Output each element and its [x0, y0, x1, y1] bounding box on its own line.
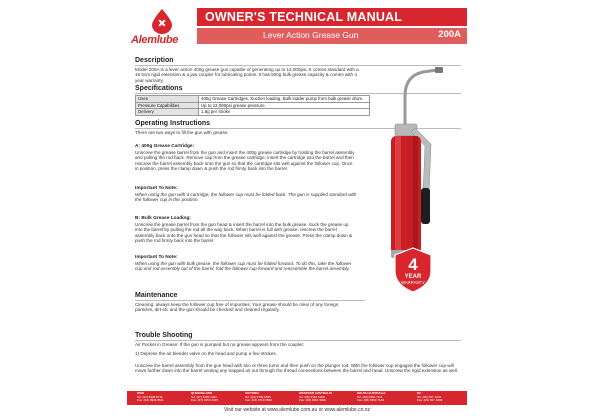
- divider: [135, 300, 365, 301]
- office-western-australia: [299, 392, 332, 403]
- subtitle-bar: [197, 28, 467, 44]
- office-fax: Fax: (08) 9361 5900: [299, 398, 327, 403]
- section-b-note-heading: Important To Note:: [135, 255, 178, 260]
- table-row: [136, 102, 370, 109]
- title-bar: [197, 8, 467, 26]
- office-south-australia: [357, 392, 386, 403]
- troubleshooting-heading: Trouble Shooting: [135, 332, 193, 339]
- office-tel: Tel: (02) 9938 8711: [137, 394, 163, 399]
- spec-label: Uses: [136, 96, 199, 103]
- model-number: 200A: [438, 29, 461, 40]
- office-tel: Tel: (08) 8350 7111: [357, 394, 383, 399]
- maintenance-heading: Maintenance: [135, 292, 178, 299]
- troubleshooting-step2: Unscrew the barrel assembly from the gun head with two or three turns and then push on the plunger rod. With the follower cup engaged the follower cup will move further down into the barrel venting any trapped air out through the thread connections between the barrel and head. Unscrew the rigid extension as well.: [135, 363, 459, 374]
- office-tel: Tel: (08) 9361 5200: [299, 394, 325, 399]
- office-queensland: [191, 392, 218, 403]
- section-b-heading: B: Bulk Grease Loading:: [135, 216, 191, 221]
- operating-heading: Operating Instructions: [135, 120, 211, 127]
- office-victoria: [245, 392, 272, 403]
- badge-label: YEAR: [404, 274, 422, 280]
- warranty-badge-icon: [392, 247, 434, 293]
- office-fax: Fax: (03) 9700 5566: [245, 398, 273, 403]
- office-fax: Fax: (07) 3255 2345: [191, 398, 219, 403]
- office-fax: Fax: (02) 9938 8611: [137, 398, 164, 403]
- operating-intro: There are two ways to fill the gun with grease:: [135, 130, 229, 135]
- office-name: SOUTH AUSTRALIA: [357, 391, 386, 395]
- section-b-note: When using the gun with bulk grease, the follower cup must be folded forward. To do this, take the follower cup and rod assembly out of the barrel, fold the follower cup forward and reassemble the barrel assembly.: [135, 261, 352, 272]
- grease-gun-illustration: [365, 66, 455, 266]
- office-name: NZ: [417, 391, 421, 395]
- drop-logo-icon: [149, 8, 175, 34]
- office-tel: Tel: (03) 9700 5555: [245, 394, 271, 399]
- description-heading: Description: [135, 57, 174, 64]
- office-name: QUEENSLAND: [191, 391, 213, 395]
- maintenance-text: Cleaning: always keep the follower cup free of impurities. Your grease should be clear of any foreign particles, dirt etc and the gun should be checked and cleaned regularly.: [135, 302, 339, 313]
- office-name: NSW: [137, 391, 144, 395]
- badge-number: 4: [408, 255, 418, 274]
- troubleshooting-step1: 1) Depress the air bleeder valve on the head and pump a few strokes.: [135, 351, 277, 356]
- spec-value: 1.8g per stroke: [199, 109, 370, 116]
- header: [127, 2, 467, 52]
- office-fax: Fax: (09) 837 1099: [417, 398, 443, 403]
- office-nsw: [137, 392, 164, 403]
- divider: [135, 340, 461, 341]
- brand-name: Alemlube: [131, 34, 179, 46]
- specifications-heading: Specifications: [135, 85, 183, 92]
- badge-sub: WARRANTY: [401, 280, 425, 285]
- footer-contacts: [127, 391, 467, 405]
- office-name: WESTERN AUSTRALIA: [299, 391, 333, 395]
- spec-label: Delivery: [136, 109, 199, 116]
- alemlube-logo: [131, 8, 195, 48]
- troubleshooting-issue: Air Pocket in Grease: If the gun is pumped but no grease appears from the coupler:: [135, 342, 305, 347]
- office-tel: Tel: (07) 3255 1931: [191, 394, 217, 399]
- spec-value: Up to 12,000psi grease pressure: [199, 102, 370, 109]
- section-a-note: When using the gun with a cartridge, the follower cup must be folded back. The gun is supplied standard with the follower cup in this position.: [135, 192, 357, 203]
- spec-value: 400g Grease Cartridges, Suction loading, Bulk loader pump from bulk grease drum.: [199, 96, 370, 103]
- product-subtitle: Lever Action Grease Gun: [263, 30, 359, 40]
- document-title: OWNER'S TECHNICAL MANUAL: [205, 10, 403, 24]
- table-row: [136, 109, 370, 116]
- office-fax: Fax: (08) 8350 7100: [357, 398, 385, 403]
- office-tel: Tel: (09) 837 1007: [417, 394, 442, 399]
- section-a-note-heading: Important To Note:: [135, 186, 178, 191]
- specifications-table: [135, 95, 370, 116]
- office-nz: [417, 392, 442, 403]
- spec-label: Pressure Capabilities: [136, 102, 199, 109]
- manual-page: [127, 2, 467, 418]
- office-name: VICTORIA: [245, 391, 260, 395]
- section-b-text: Unscrew the grease barrel from the gun head & insert the barrel into the bulk grease. Suck the grease up into the barrel by pulling the rod all the way back. When barrel is full with grease, rescrew the barrel assembly back onto the gun head so that the follower sits well against the grease. Press the clamp down & push the rod firmly back into the barrel.: [135, 222, 353, 244]
- description-text: Model 200A is a lever action 400g grease gun capable of generating up to 12,000psi. It comes standard with a 16.5cm rigid extension & a jaw coupler for lubricating points. It has 500g bulk grease capacity & comes with 4 year warranty.: [135, 67, 359, 83]
- website-link[interactable]: Visit our website at www.alemlube.com.au or www.alemlube.co.nz: [223, 407, 371, 413]
- section-a-text: Unscrew the grease barrel from the gun and insert the 400g grease cartridge by holding the barrel assembly and pulling the rod back. Remove cap from the grease cartridge, insert the cartridge into the barrel and then rescrew the barrel assembly back onto the gun so that the cartridge sits well against the follower cup. Once in position, press the clamp down & push the rod firmly back into the barrel.: [135, 150, 355, 172]
- section-a-heading: A: 400g Grease Cartridge:: [135, 144, 195, 149]
- table-row: [136, 96, 370, 103]
